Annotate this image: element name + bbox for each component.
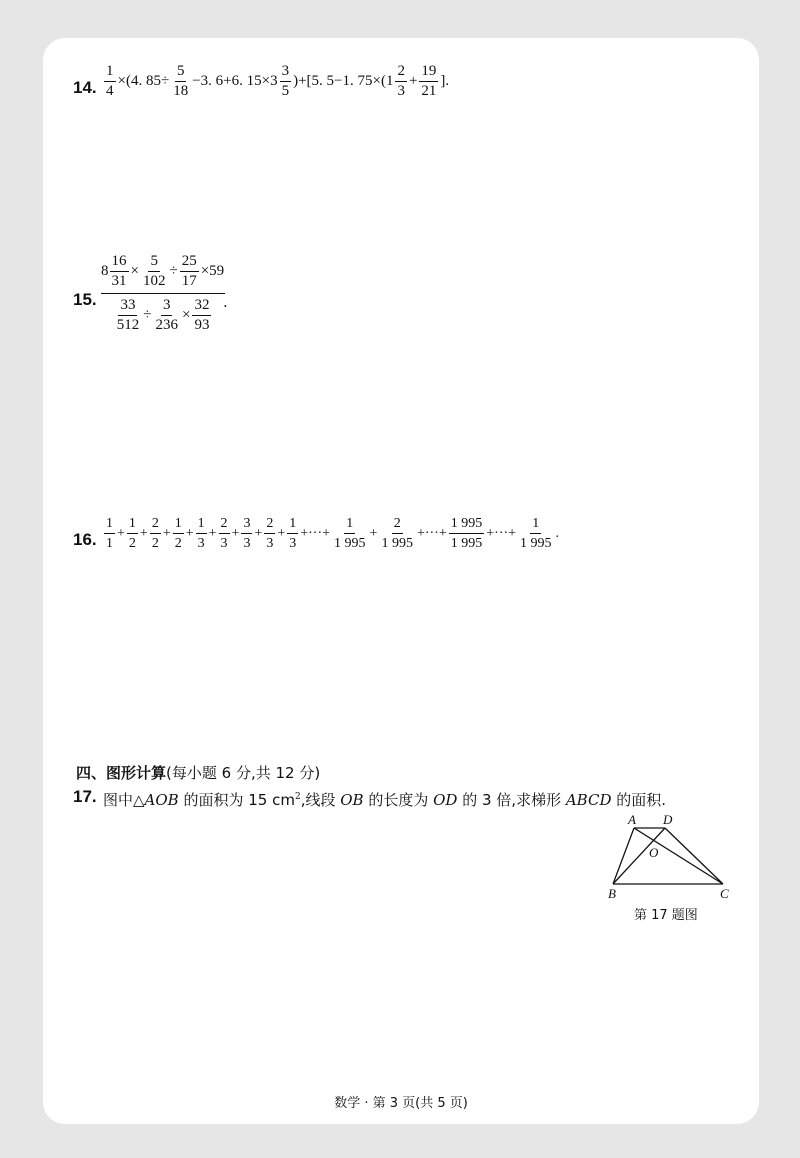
q17-text-6: 的面积. — [611, 791, 667, 809]
question-15-period: . — [223, 293, 228, 311]
q17-superscript: 2 — [294, 792, 301, 802]
q17-text-3: ,线段 — [300, 791, 341, 809]
trapezoid-figure — [603, 813, 738, 903]
question-15-number: 15. — [73, 290, 97, 309]
q17-trapezoid-name: ABCD — [565, 791, 612, 809]
question-14-number: 14. — [73, 78, 97, 97]
q17-text-4: 的长度为 — [363, 791, 434, 809]
section-4-heading — [76, 762, 320, 783]
label-o: O — [649, 845, 659, 860]
q17-segment-od: OD — [433, 791, 458, 809]
section-4-title: 四、图形计算 — [76, 764, 167, 782]
page-footer: 数学 · 第 3 页(共 5 页) — [334, 1096, 468, 1111]
q17-segment-ob: OB — [340, 791, 364, 809]
diagonal-ac — [634, 828, 723, 884]
question-14-tail: ]. — [440, 73, 450, 89]
q17-text-2: 的面积为 15 cm — [178, 791, 295, 809]
figure-caption: 第 17 题图 — [634, 908, 698, 923]
label-b: B — [608, 886, 616, 901]
question-17-number: 17. — [73, 787, 97, 806]
question-15-expression: 8 $\frac{16}{31}$ × $\frac{5}{102}$ ÷ $\frac{25}{17}$ ×59 $\frac{33}{512}$ ÷ $\frac{3}{236}$ × $\frac{32}{93}$ — [101, 253, 225, 333]
question-17-text — [103, 789, 666, 810]
q17-text-5: 的 3 倍,求梯形 — [457, 791, 566, 809]
label-d: D — [663, 813, 673, 827]
q17-triangle-name: AOB — [144, 791, 179, 809]
exam-page — [43, 38, 759, 1124]
edge-dc — [665, 828, 723, 884]
section-4-note: (每小题 6 分,共 12 分) — [166, 764, 321, 782]
edge-ab — [613, 828, 634, 884]
question-16-number: 16. — [73, 530, 97, 549]
label-c: C — [720, 886, 729, 901]
question-14-expression: $\frac{1}{4}$ ×(4. 85÷ $\frac{5}{18}$ −3. 6+6. 15×3 $\frac{3}{5}$ )+[5. 5−1. 75×(1 $\frac{2}{3}$ + $\frac{19}{21}$ ]. — [106, 63, 450, 99]
q17-text-1: 图中△ — [103, 791, 145, 809]
label-a: A — [628, 813, 636, 827]
question-16-expression: $\frac{1}{1}$ + $\frac{1}{2}$ + $\frac{2}{2}$ + $\frac{1}{2}$ + $\frac{1}{3}$ + $\frac{2}{3}$ + $\frac{3}{3}$ + $\frac{2}{3}$ + $\frac{1}{3}$ +···+ $\frac{1}{1 995}$ + $\frac{2}{1 995}$ +···+ $\frac{1 995}{1 995}$ +···+ $\frac{1}{1 995}$ . — [106, 516, 559, 551]
